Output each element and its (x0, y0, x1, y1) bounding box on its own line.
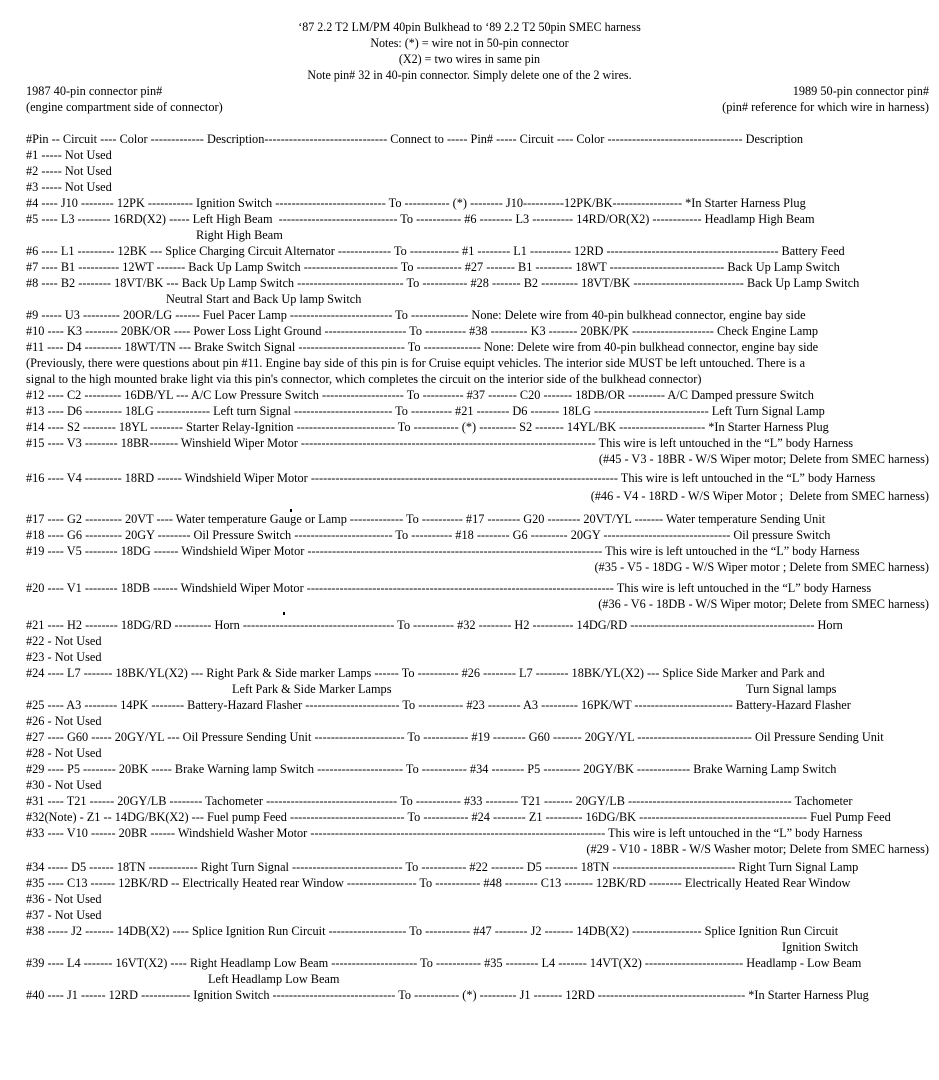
pin-row: #18 ---- G6 --------- 20GY -------- Oil Pressure Switch ------------------------ To ---------- #18 -------- G6 --------- 20GY ------------------------------- Oil pressure Switch (26, 528, 831, 542)
pin-row: #20 ---- V1 -------- 18DB ------ Windshield Wiper Motor --------------------------------------------------------------------------- This wire is left untouched in the “L” body Harness (26, 581, 872, 595)
left-connector-subheading: (engine compartment side of connector) (26, 100, 223, 114)
pin-row: #31 ---- T21 ------ 20GY/LB -------- Tachometer -------------------------------- To ----------- #33 -------- T21 ------- 20GY/LB ---------------------------------------- Tachometer (26, 794, 853, 808)
pin-row: #27 ---- G60 ----- 20GY/YL --- Oil Pressure Sending Unit ---------------------- To ----------- #19 -------- G60 ------- 20GY/YL ---------------------------- Oil Pressure Sending Unit (26, 730, 884, 744)
pin-row: #38 ----- J2 ------- 14DB(X2) ---- Splice Ignition Run Circuit ------------------- To ----------- #47 -------- J2 ------- 14DB(X2) ----------------- Splice Ignition Run Circuit (26, 924, 839, 938)
pin-row: #17 ---- G2 --------- 20VT ---- Water temperature Gauge or Lamp ------------- To ---------- #17 -------- G20 -------- 20VT/YL ------- Water temperature Sending Unit (26, 512, 826, 526)
pin-row: #22 - Not Used (26, 634, 102, 648)
pin-row: #37 - Not Used (26, 908, 102, 922)
pin-row-continuation: Ignition Switch (782, 940, 859, 954)
pin-row: #6 ---- L1 --------- 12BK --- Splice Charging Circuit Alternator ------------- To ------------ #1 -------- L1 ---------- 12RD ------------------------------------------ Battery Feed (26, 244, 845, 258)
pin-row-continuation: (#29 - V10 - 18BR - W/S Washer motor; Delete from SMEC harness) (586, 842, 929, 856)
pin-row-continuation: (#46 - V4 - 18RD - W/S Wiper Motor ; Delete from SMEC harness) (590, 489, 929, 503)
scan-mark (283, 612, 285, 615)
right-connector-subheading: (pin# reference for which wire in harness) (722, 100, 929, 114)
pin-row-continuation: Neutral Start and Back Up lamp Switch (166, 292, 362, 306)
right-connector-heading: 1989 50-pin connector pin# (792, 84, 929, 98)
pin-row: #12 ---- C2 --------- 16DB/YL --- A/C Low Pressure Switch -------------------- To ---------- #37 ------- C20 ------- 18DB/OR --------- A/C Damped pressure Switch (26, 388, 814, 402)
pin-row: #34 ----- D5 ------ 18TN ------------ Right Turn Signal --------------------------- To ----------- #22 -------- D5 -------- 18TN ------------------------------ Right Turn Signal Lamp (26, 860, 859, 874)
pin-row: #32(Note) - Z1 -- 14DG/BK(X2) --- Fuel pump Feed ---------------------------- To ----------- #24 -------- Z1 --------- 16DG/BK ----------------------------------------- Fuel Pump Feed (26, 810, 891, 824)
pin-11-note: signal to the high mounted brake light via this pin's connector, which completes the circuit on the interior side of the bulkhead connector) (26, 372, 702, 386)
pin-row: #24 ---- L7 ------- 18BK/YL(X2) --- Right Park & Side marker Lamps ------ To ---------- #26 -------- L7 -------- 18BK/YL(X2) --- Splice Side Marker and Park and (26, 666, 825, 680)
pin-row: #33 ---- V10 ------ 20BR ------ Windshield Washer Motor ------------------------------------------------------------------------ This wire is left untouched in the “L” body Harness (26, 826, 863, 840)
pin-row-continuation: Right High Beam (196, 228, 283, 242)
pin-row: #26 - Not Used (26, 714, 102, 728)
pin-row: #39 ---- L4 ------- 16VT(X2) ---- Right Headlamp Low Beam --------------------- To ----------- #35 -------- L4 ------- 14VT(X2) ------------------------ Headlamp - Low Beam (26, 956, 862, 970)
pin-row-continuation: (#45 - V3 - 18BR - W/S Wiper motor; Delete from SMEC harness) (598, 452, 929, 466)
pin-row: #16 ---- V4 --------- 18RD ------ Windshield Wiper Motor --------------------------------------------------------------------------- This wire is left untouched in the “L” body Harness (26, 471, 876, 485)
pin-row: #10 ---- K3 -------- 20BK/OR ---- Power Loss Light Ground -------------------- To ---------- #38 --------- K3 ------- 20BK/PK -------------------- Check Engine Lamp (26, 324, 819, 338)
pin-row: #7 ---- B1 ---------- 12WT ------- Back Up Lamp Switch ----------------------- To ----------- #27 ------- B1 --------- 18WT ---------------------------- Back Up Lamp Switch (26, 260, 840, 274)
pin-row: #21 ---- H2 -------- 18DG/RD --------- Horn ------------------------------------- To ---------- #32 -------- H2 ---------- 14DG/RD --------------------------------------------- Horn (26, 618, 843, 632)
note-two-wires-same-pin: (X2) = two wires in same pin (398, 52, 541, 66)
document-title: ‘87 2.2 T2 LM/PM 40pin Bulkhead to ‘89 2.2 T2 50pin SMEC harness (298, 20, 641, 34)
pin-row: #15 ---- V3 -------- 18BR------- Winshield Wiper Motor ------------------------------------------------------------------------ This wire is left untouched in the “L” body Harness (26, 436, 854, 450)
pin-row: #3 ----- Not Used (26, 180, 112, 194)
pin-row: #14 ---- S2 -------- 18YL -------- Starter Relay-Ignition ------------------------ To ----------- (*) --------- S2 ------- 14YL/BK --------------------- *In Starter Harness Plug (26, 420, 829, 434)
pin-row: #25 ---- A3 -------- 14PK -------- Battery-Hazard Flasher ----------------------- To ----------- #23 -------- A3 --------- 16PK/WT ------------------------ Battery-Hazard Flasher (26, 698, 851, 712)
left-connector-heading: 1987 40-pin connector pin# (26, 84, 163, 98)
pin-row: #5 ---- L3 -------- 16RD(X2) ----- Left High Beam ----------------------------- To ----------- #6 -------- L3 ---------- 14RD/OR(X2) ------------ Headlamp High Beam (26, 212, 815, 226)
pin-row: #19 ---- V5 -------- 18DG ------ Windshield Wiper Motor ------------------------------------------------------------------------ This wire is left untouched in the “L” body Harness (26, 544, 860, 558)
pin-row: #36 - Not Used (26, 892, 102, 906)
pin-row: #40 ---- J1 ------ 12RD ------------ Ignition Switch ------------------------------ To ----------- (*) --------- J1 ------- 12RD ------------------------------------ *In Starter Harness Plug (26, 988, 869, 1002)
pin-row-continuation: Turn Signal lamps (746, 682, 837, 696)
pin-row: #35 ---- C13 ------ 12BK/RD -- Electrically Heated rear Window ----------------- To ----------- #48 -------- C13 ------- 12BK/RD -------- Electrically Heated Rear Window (26, 876, 851, 890)
column-header: #Pin -- Circuit ---- Color ------------- Description------------------------------ Connect to ----- Pin# ----- Circuit ---- Color --------------------------------- Description (26, 132, 804, 146)
pin-row-continuation: (#35 - V5 - 18DG - W/S Wiper motor ; Delete from SMEC harness) (594, 560, 929, 574)
note-wire-not-in-50-pin: Notes: (*) = wire not in 50-pin connector (370, 36, 569, 50)
pin-row: #23 - Not Used (26, 650, 102, 664)
pin-row: #1 ----- Not Used (26, 148, 112, 162)
pin-row-continuation: Left Park & Side Marker Lamps (232, 682, 392, 696)
pin-row: #8 ---- B2 -------- 18VT/BK --- Back Up Lamp Switch -------------------------- To ----------- #28 ------- B2 --------- 18VT/BK --------------------------- Back Up Lamp Switch (26, 276, 860, 290)
pin-row: #30 - Not Used (26, 778, 102, 792)
note-pin-32: Note pin# 32 in 40-pin connector. Simply delete one of the 2 wires. (307, 68, 632, 82)
pin-11-note: (Previously, there were questions about pin #11. Engine bay side of this pin is for Cruise equipt vehicles. The interior side MUST be left untouched. There is a (26, 356, 806, 370)
pin-row: #4 ---- J10 -------- 12PK ----------- Ignition Switch --------------------------- To ----------- (*) -------- J10----------12PK/BK----------------- *In Starter Harness Plug (26, 196, 806, 210)
pin-row: #28 - Not Used (26, 746, 102, 760)
pin-row: #29 ---- P5 -------- 20BK ----- Brake Warning lamp Switch --------------------- To ----------- #34 -------- P5 --------- 20GY/BK ------------- Brake Warning Lamp Switch (26, 762, 837, 776)
pin-row-continuation: Left Headlamp Low Beam (208, 972, 340, 986)
pin-row: #2 ----- Not Used (26, 164, 112, 178)
pin-row: #9 ----- U3 --------- 20OR/LG ------ Fuel Pacer Lamp ------------------------- To -------------- None: Delete wire from 40-pin bulkhead connector, engine bay side (26, 308, 806, 322)
pin-row: #13 ---- D6 --------- 18LG ------------- Left turn Signal ------------------------ To ---------- #21 -------- D6 ------- 18LG ---------------------------- Left Turn Signal Lamp (26, 404, 825, 418)
pin-row-continuation: (#36 - V6 - 18DB - W/S Wiper motor; Delete from SMEC harness) (598, 597, 929, 611)
pin-row: #11 ---- D4 --------- 18WT/TN --- Brake Switch Signal -------------------------- To -------------- None: Delete wire from 40-pin bulkhead connector, engine bay side (26, 340, 819, 354)
